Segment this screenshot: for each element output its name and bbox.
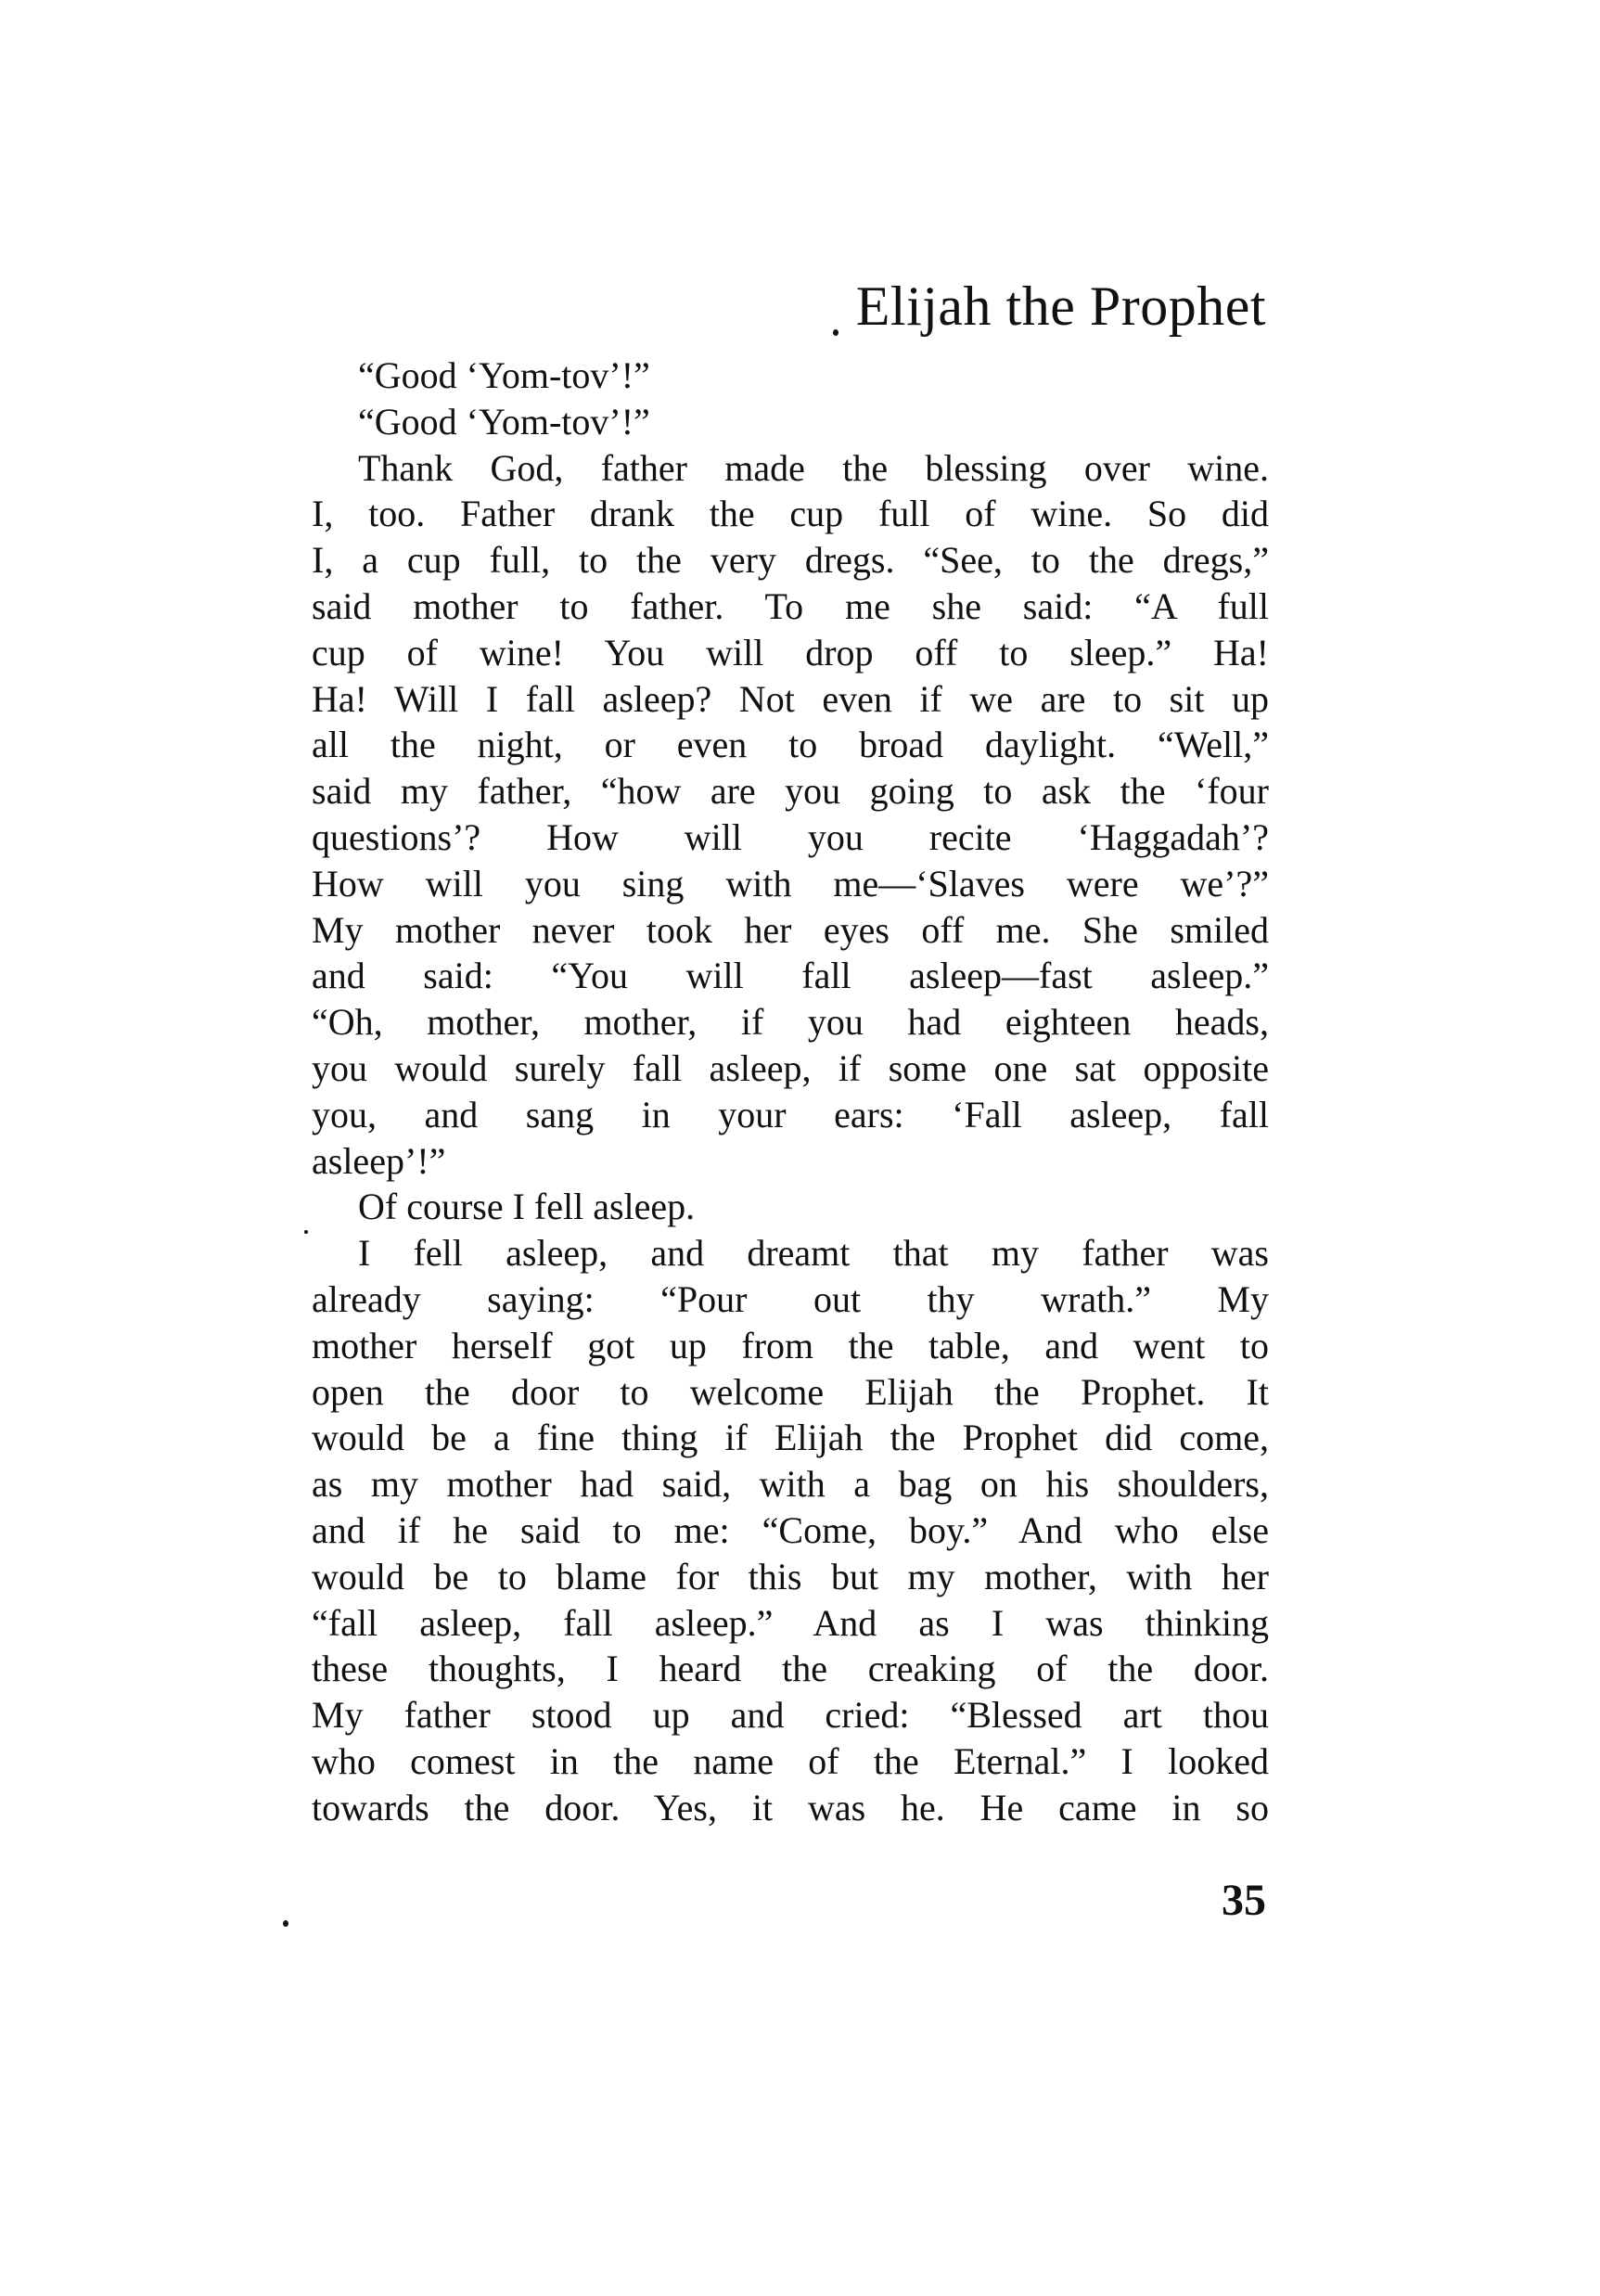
text-line: open the door to welcome Elijah the Prophet. It <box>312 1370 1269 1413</box>
ink-speck <box>304 1230 308 1234</box>
text-line: Thank God, father made the blessing over wine. <box>358 446 1269 489</box>
text-line: I, too. Father drank the cup full of wine. So did <box>312 493 1269 535</box>
text-line: said my father, “how are you going to ask the ‘four <box>312 770 1269 813</box>
text-line: towards the door. Yes, it was he. He came in so <box>312 1786 1269 1828</box>
text-line: cup of wine! You will drop off to sleep.” Ha! <box>312 631 1269 673</box>
text-line: said mother to father. To me she said: “A full <box>312 584 1269 627</box>
text-line: you, and sang in your ears: ‘Fall asleep, fall <box>312 1093 1269 1135</box>
text-line: Of course I fell asleep. <box>358 1186 696 1228</box>
text-line: these thoughts, I heard the creaking of the door. <box>312 1648 1269 1690</box>
text-line: and if he said to me: “Come, boy.” And who else <box>312 1508 1269 1551</box>
text-line: “Oh, mother, mother, if you had eighteen heads, <box>312 1001 1269 1044</box>
text-line: I, a cup full, to the very dregs. “See, to the dregs,” <box>312 539 1269 582</box>
text-line: mother herself got up from the table, and went to <box>312 1324 1269 1366</box>
text-line: would be a fine thing if Elijah the Prophet did come, <box>312 1417 1269 1459</box>
running-head: Elijah the Prophet <box>855 276 1266 337</box>
text-line: already saying: “Pour out thy wrath.” My <box>312 1277 1269 1320</box>
text-line: would be to blame for this but my mother, with her <box>312 1555 1269 1597</box>
text-line: asleep’!” <box>312 1139 446 1182</box>
text-line: “fall asleep, fall asleep.” And as I was thinking <box>312 1601 1269 1644</box>
text-line: and said: “You will fall asleep—fast asleep.” <box>312 955 1269 997</box>
text-line: “Good ‘Yom-tov’!” <box>358 354 650 396</box>
ink-speck <box>833 329 838 336</box>
text-line: questions’? How will you recite ‘Haggadah’? <box>312 815 1269 858</box>
text-line: Ha! Will I fall asleep? Not even if we are to sit up <box>312 677 1269 720</box>
body-text <box>312 353 1269 1831</box>
text-line: as my mother had said, with a bag on his shoulders, <box>312 1463 1269 1506</box>
text-line: all the night, or even to broad daylight. “Well,” <box>312 724 1269 766</box>
text-line: I fell asleep, and dreamt that my father was <box>358 1232 1269 1275</box>
page-number: 35 <box>1222 1876 1266 1925</box>
text-line: you would surely fall asleep, if some one sat opposite <box>312 1046 1269 1089</box>
text-line: My father stood up and cried: “Blessed art thou <box>312 1694 1269 1737</box>
text-line: who comest in the name of the Eternal.” I looked <box>312 1739 1269 1782</box>
text-line: My mother never took her eyes off me. She smiled <box>312 908 1269 951</box>
text-line: How will you sing with me—‘Slaves were we’?” <box>312 862 1269 904</box>
ink-speck <box>283 1920 288 1927</box>
text-line: “Good ‘Yom-tov’!” <box>358 400 650 443</box>
